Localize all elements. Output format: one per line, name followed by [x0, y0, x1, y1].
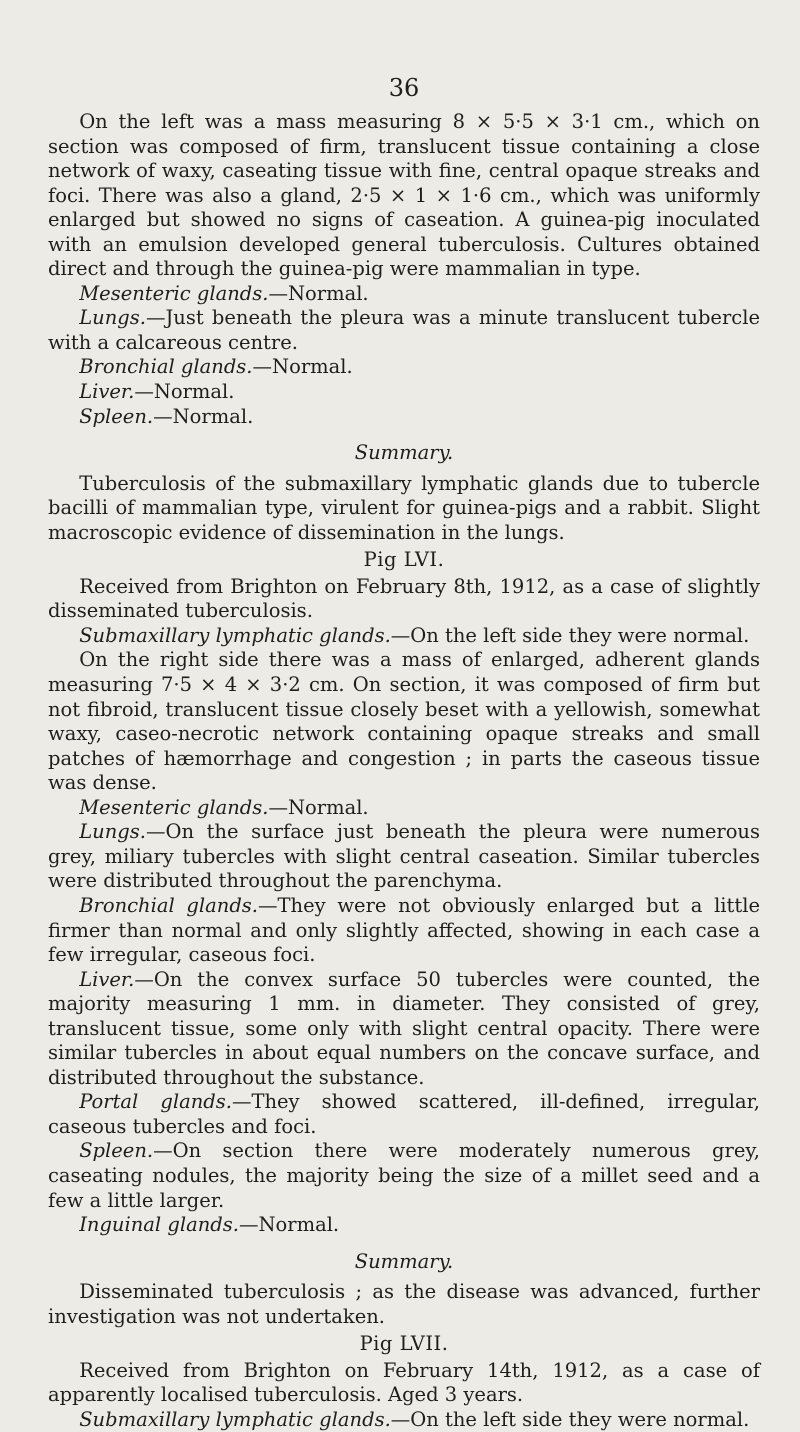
- summary-paragraph: Disseminated tuberculosis ; as the disease was advanced, further investigation was not undertaken.: [48, 1280, 760, 1328]
- liver-entry: [48, 380, 760, 405]
- right-side-paragraph: On the right side there was a mass of enlarged, adherent glands measuring 7·5 × 4 × 3·2 cm. On section, it was composed of firm but not fibroid, translucent tissue closely beset with a yellowish, somewhat waxy, caseo-necrotic network containing opaque streaks and small patches of hæmorrhage and congestion ; in parts the caseous tissue was dense.: [48, 648, 760, 795]
- summary-heading: Summary.: [354, 441, 454, 465]
- organ-finding: —They showed scattered, ill-defined, irregular, caseous tubercles and foci.: [48, 1090, 760, 1138]
- organ-finding: —They were not obviously enlarged but a little firmer than normal and only slightly affected, showing in each case a few irregular, caseous foci.: [48, 893, 760, 967]
- submaxillary-entry: [48, 1408, 760, 1432]
- organ-finding: —Normal.: [153, 404, 254, 428]
- received-paragraph: Received from Brighton on February 8th, 1912, as a case of slightly disseminated tuberculosis.: [48, 574, 760, 623]
- summary-paragraph: Tuberculosis of the submaxillary lymphatic glands due to tubercle bacilli of mammalian type, virulent for guinea-pigs and a rabbit. Slight macroscopic evidence of dissemination in the lungs.: [48, 471, 760, 544]
- bronchial-entry: [48, 355, 760, 380]
- organ-finding: —Normal.: [268, 281, 369, 305]
- page-body: [48, 110, 760, 1432]
- case-heading-pig-57: Pig LVII.: [359, 1332, 449, 1356]
- organ-finding: —On section there were moderately numerous grey, caseating nodules, the majority being the size of a millet seed and a few a little larger.: [48, 1139, 760, 1212]
- bronchial-entry: [48, 894, 760, 968]
- organ-finding: —Normal.: [252, 355, 353, 379]
- mesenteric-entry: [48, 796, 760, 821]
- spleen-entry: [48, 1139, 760, 1213]
- organ-finding: —On the surface just beneath the pleura were numerous grey, miliary tubercles with slight central caseation. Similar tubercles were distributed throughout the parenchyma.: [48, 820, 760, 893]
- organ-label: Bronchial glands.: [79, 893, 259, 917]
- lungs-entry: [48, 820, 760, 894]
- organ-label: Bronchial glands.: [79, 355, 253, 379]
- organ-label: Spleen.: [79, 1139, 154, 1163]
- organ-label: Mesenteric glands.: [79, 795, 269, 819]
- organ-finding: —On the left side they were normal.: [390, 1407, 750, 1431]
- organ-label: Liver.: [79, 380, 135, 404]
- organ-label: Mesenteric glands.: [79, 281, 269, 305]
- organ-label: Spleen.: [79, 404, 154, 428]
- organ-finding: —Normal.: [268, 795, 369, 819]
- received-paragraph: Received from Brighton on February 14th, 1912, as a case of apparently localised tuberculosis. Aged 3 years.: [48, 1358, 760, 1407]
- lungs-entry: [48, 306, 760, 355]
- liver-entry: [48, 968, 760, 1091]
- portal-entry: [48, 1090, 760, 1139]
- submaxillary-entry: [48, 624, 760, 649]
- case-heading-pig-56: Pig LVI.: [363, 548, 445, 572]
- organ-finding: —Normal.: [238, 1213, 340, 1237]
- mesenteric-entry: [48, 282, 760, 307]
- organ-label: Portal glands.: [79, 1090, 232, 1114]
- inguinal-entry: [48, 1213, 760, 1238]
- organ-finding: —Just beneath the pleura was a minute translucent tubercle with a calcareous centre.: [48, 306, 760, 354]
- organ-label: Lungs.: [79, 306, 146, 330]
- spleen-entry: [48, 405, 760, 430]
- summary-heading: Summary.: [354, 1249, 454, 1273]
- organ-finding: —On the left side they were normal.: [390, 623, 750, 647]
- organ-label: Submaxillary lymphatic glands.: [79, 623, 391, 647]
- opening-paragraph: On the left was a mass measuring 8 × 5·5 × 3·1 cm., which on section was composed of firm, translucent tissue containing a close network of waxy, caseating tissue with fine, central opaque streaks and foci. There was also a gland, 2·5 × 1 × 1·6 cm., which was uniformly enlarged but showed no signs of caseation. A guinea-pig inoculated with an emulsion developed general tuberculosis. Cultures obtained direct and through the guinea-pig were mammalian in type.: [48, 110, 760, 281]
- organ-label: Inguinal glands.: [79, 1213, 239, 1237]
- organ-label: Lungs.: [79, 820, 146, 844]
- organ-label: Submaxillary lymphatic glands.: [79, 1407, 391, 1431]
- organ-finding: —On the convex surface 50 tubercles were counted, the majority measuring 1 mm. in diameter. They consisted of grey, translucent tissue, some only with slight central opacity. There were similar tubercles in about equal numbers on the concave surface, and distributed throughout the substance.: [48, 967, 760, 1089]
- organ-finding: —Normal.: [134, 380, 235, 404]
- organ-label: Liver.: [79, 967, 135, 991]
- page-number: 36: [388, 74, 420, 102]
